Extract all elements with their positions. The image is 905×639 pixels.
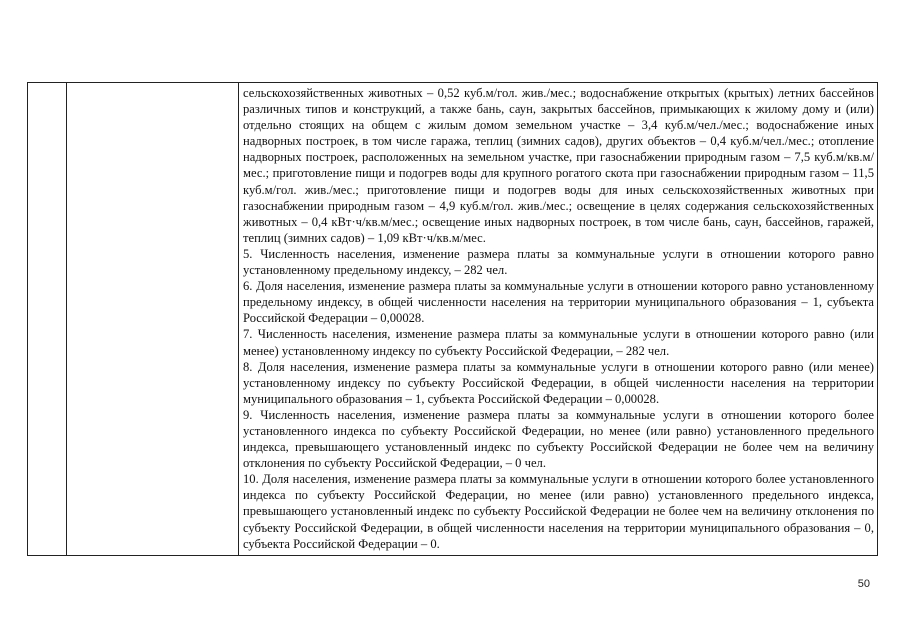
page-number: 50 [857, 578, 870, 590]
paragraph-item-6: 6. Доля населения, изменение размера платы за коммунальные услуги в отношении которого равно установленному предельному индексу, в общей численности населения на территории муниципального образования – 1, субъекта Российской Федерации – 0,00028. [243, 279, 874, 326]
paragraph-item-10: 10. Доля населения, изменение размера платы за коммунальные услуги в отношении которого более установленного индекса по субъекту Российской Федерации, но менее (или равно) установленного предельного индекса, превышающего установленный индекс по субъекту Российской Федерации не более чем на величину отклонения по субъекту Российской Федерации, в общей численности населения на территории муниципального образования – 0, субъекта Российской Федерации – 0. [243, 472, 874, 551]
paragraph-item-5: 5. Численность населения, изменение размера платы за коммунальные услуги в отношении которого равно установленному предельному индексу, – 282 чел. [243, 246, 874, 278]
number-cell [28, 83, 67, 556]
paragraph-item-9: 9. Численность населения, изменение размера платы за коммунальные услуги в отношении которого более установленного индекса по субъекту Российской Федерации, но менее (или равно) установленного предельного индекса, превышающего установленный индекс по субъекту Российской Федерации не более чем на величину отклонения по субъекту Российской Федерации, – 0 чел. [243, 407, 874, 471]
paragraph-item-7: 7. Численность населения, изменение размера платы за коммунальные услуги в отношении которого равно (или менее) установленному индексу по субъекту Российской Федерации, – 282 чел. [243, 327, 874, 358]
description-cell [239, 83, 878, 556]
table-row [28, 83, 878, 556]
paragraph-intro: сельскохозяйственных животных – 0,52 куб.м/гол. жив./мес.; водоснабжение открытых (крытых) летних бассейнов различных типов и конструкций, а также бань, саун, закрытых бассейнов, примыкающих к жилому дому и (или) отдельно стоящих на общем с жилым домом земельном участке – 3,4 куб.м/чел./мес.; водоснабжение иных надворных построек, в том числе гаража, теплиц (зимних садов), других объектов – 0,4 куб.м/чел./мес.; отопление надворных построек, расположенных на земельном участке, при газоснабжении природным газом – 7,5 куб.м/кв.м/мес.; приготовление пищи и подогрев воды для крупного рогатого скота при газоснабжении природным газом – 11,5 куб.м/гол. жив./мес.; приготовление пищи и подогрев воды для иных сельскохозяйственных животных при газоснабжении природным газом – 4,9 куб.м/гол. жив./мес.; освещение в целях содержания сельскохозяйственных животных – 0,4 кВт·ч/кв.м/мес.; освещение иных надворных построек, в том числе бань, саун, бассейнов, гаражей, теплиц (зимних садов) – 1,09 кВт·ч/кв.м/мес. [243, 86, 874, 245]
document-table [27, 82, 878, 556]
name-cell [67, 83, 239, 556]
paragraph-item-8: 8. Доля населения, изменение размера платы за коммунальные услуги в отношении которого равно (или менее) установленному индексу по субъекту Российской Федерации, в общей численности населения на территории муниципального образования – 1, субъекта Российской Федерации – 0,00028. [243, 359, 874, 406]
